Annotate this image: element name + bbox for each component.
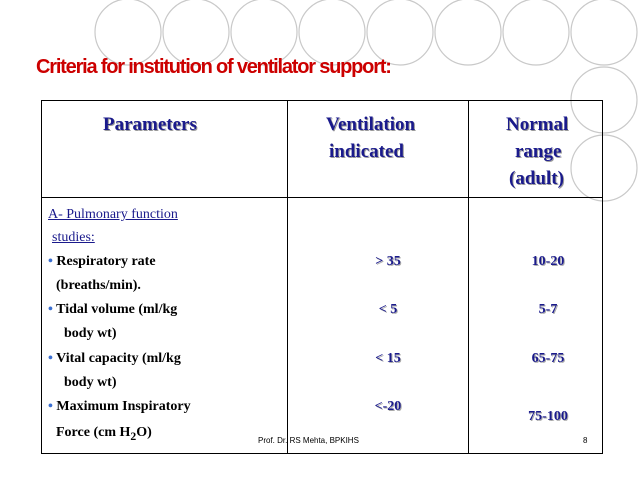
parameter-unit: (breaths/min). bbox=[56, 278, 141, 293]
bullet-icon: • bbox=[48, 254, 53, 269]
normal-range-value: 65-75 bbox=[531, 351, 565, 366]
parameter-label: Vital capacity (ml/kg bbox=[56, 351, 181, 366]
unit-text: Force (cm H bbox=[56, 425, 131, 440]
parameter-vital-capacity bbox=[48, 349, 181, 369]
normal-range-value: 5-7 bbox=[538, 302, 558, 317]
normal-range-value: 10-20 bbox=[531, 254, 565, 269]
section-heading-line1: A- Pulmonary function bbox=[48, 207, 178, 222]
criteria-table bbox=[41, 100, 603, 454]
column-divider bbox=[468, 101, 469, 453]
unit-text: O) bbox=[136, 425, 152, 440]
ventilation-value: < 15 bbox=[375, 351, 401, 366]
parameter-unit bbox=[56, 423, 152, 447]
parameter-label: Tidal volume (ml/kg bbox=[56, 302, 178, 317]
header-parameters: Parameters bbox=[103, 114, 197, 135]
header-ventilation-line2: indicated bbox=[329, 141, 404, 162]
page-number: 8 bbox=[583, 436, 588, 445]
bullet-icon: • bbox=[48, 302, 53, 317]
header-divider bbox=[42, 197, 602, 198]
footer-author: Prof. Dr. RS Mehta, BPKIHS bbox=[258, 436, 359, 445]
parameter-unit: body wt) bbox=[64, 375, 117, 390]
ventilation-value: <-20 bbox=[374, 399, 402, 414]
bullet-icon: • bbox=[48, 399, 53, 414]
parameter-label: Maximum Inspiratory bbox=[56, 399, 191, 414]
parameter-respiratory-rate bbox=[48, 252, 156, 272]
header-ventilation-line1: Ventilation bbox=[326, 114, 416, 135]
ventilation-value: > 35 bbox=[375, 254, 401, 269]
column-divider bbox=[287, 101, 288, 453]
parameter-max-inspiratory-force bbox=[48, 397, 191, 417]
normal-range-value: 75-100 bbox=[528, 409, 568, 424]
parameter-unit: body wt) bbox=[64, 326, 117, 341]
slide-title: Criteria for institution of ventilator support: bbox=[36, 56, 391, 78]
ventilation-value: < 5 bbox=[378, 302, 398, 317]
header-normal-line3: (adult) bbox=[509, 168, 564, 189]
parameter-label: Respiratory rate bbox=[56, 254, 156, 269]
header-normal-line1: Normal bbox=[506, 114, 569, 135]
section-heading-line2: studies: bbox=[52, 230, 95, 245]
parameter-tidal-volume bbox=[48, 300, 177, 320]
unit-subscript: 2 bbox=[130, 429, 137, 443]
bullet-icon: • bbox=[48, 351, 53, 366]
header-normal-line2: range bbox=[515, 141, 562, 162]
